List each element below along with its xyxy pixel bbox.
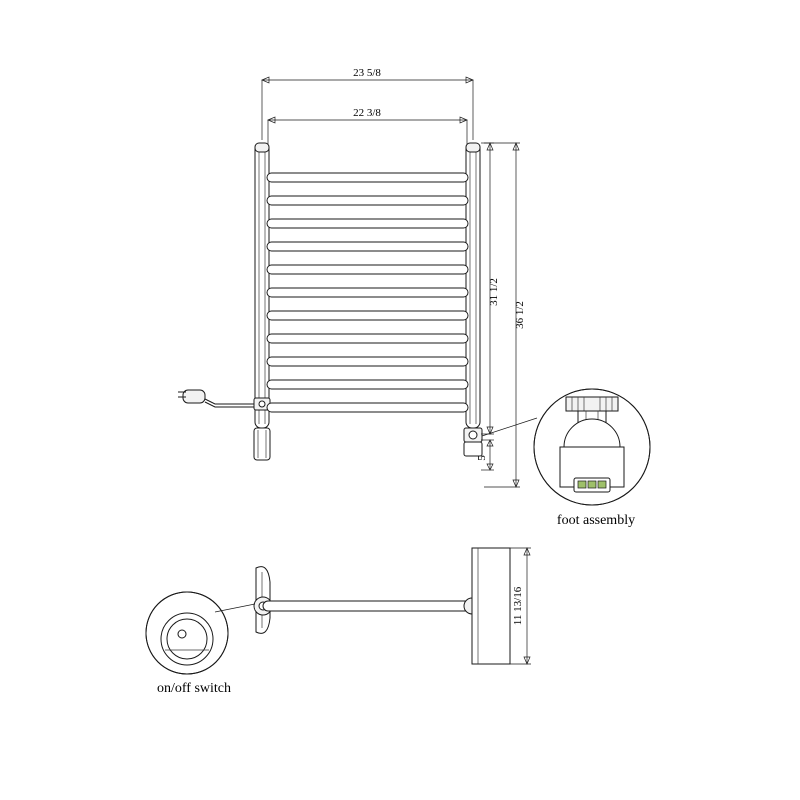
foot-assembly-detail: [482, 389, 650, 528]
heated-rails: [267, 173, 468, 412]
dim-rail-width-label: 22 3/8: [353, 107, 381, 119]
dim-overall-height-label: 36 1/2: [514, 301, 526, 329]
dim-overall-width-label: 23 5/8: [353, 67, 381, 79]
dimension-rail-height: [481, 143, 500, 434]
power-cord: [178, 390, 254, 407]
dimension-overall-width: [262, 67, 473, 140]
foot-assembly-label: foot assembly: [556, 513, 636, 528]
dim-rail-height-label: 31 1/2: [488, 278, 500, 306]
on-off-switch-label: on/off switch: [156, 681, 232, 696]
dim-foot-height-label: 5: [476, 455, 488, 461]
side-elevation-view: [254, 548, 510, 664]
left-post: [254, 143, 270, 460]
dim-depth-label: 11 13/16: [512, 586, 524, 626]
on-off-switch-detail: [146, 592, 255, 696]
front-elevation-view: [178, 143, 482, 460]
dimension-rail-width: [268, 107, 467, 145]
